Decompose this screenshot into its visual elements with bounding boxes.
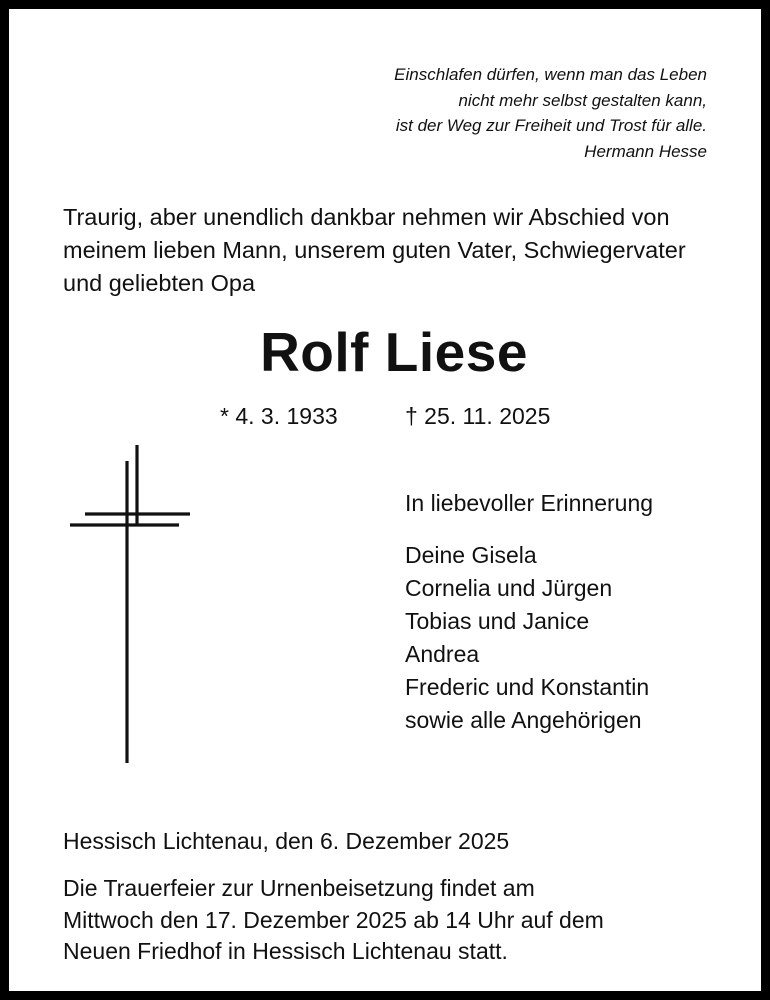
mourners-list (405, 539, 649, 737)
mourner-name: Tobias und Janice (405, 608, 590, 634)
birth-date: * 4. 3. 1933 (220, 403, 338, 429)
mourner-name: Deine Gisela (405, 542, 537, 568)
quote-line: nicht mehr selbst gestalten kann, (458, 90, 707, 110)
intro-line: und geliebten Opa (63, 270, 256, 296)
hesse-quote (394, 62, 707, 164)
mourner-name: Cornelia und Jürgen (405, 575, 613, 601)
quote-line: ist der Weg zur Freiheit und Trost für alle. (395, 116, 707, 135)
death-date: † 25. 11. 2025 (405, 403, 551, 429)
funeral-line: Die Trauerfeier zur Urnenbeisetzung findet am (63, 875, 535, 901)
intro-line: meinem lieben Mann, unserem guten Vater, Schwiegervater (63, 237, 686, 263)
funeral-line: Neuen Friedhof in Hessisch Lichtenau statt. (63, 938, 508, 964)
funeral-line: Mittwoch den 17. Dezember 2025 ab 14 Uhr auf dem (63, 906, 604, 933)
funeral-info (63, 873, 604, 968)
latin-double-cross-icon (67, 441, 193, 767)
intro-line: Traurig, aber unendlich dankbar nehmen wir Abschied von (63, 204, 670, 230)
mourner-name: Andrea (405, 641, 480, 667)
quote-author: Hermann Hesse (584, 141, 707, 161)
place-and-date: Hessisch Lichtenau, den 6. Dezember 2025 (63, 828, 510, 854)
deceased-name: Rolf Liese (260, 321, 528, 383)
memory-line: In liebevoller Erinnerung (405, 490, 654, 516)
mourner-name: Frederic und Konstantin (405, 674, 650, 700)
quote-line: Einschlafen dürfen, wenn man das Leben (394, 65, 707, 84)
mourner-name: sowie alle Angehörigen (405, 707, 642, 733)
farewell-intro (63, 201, 733, 300)
